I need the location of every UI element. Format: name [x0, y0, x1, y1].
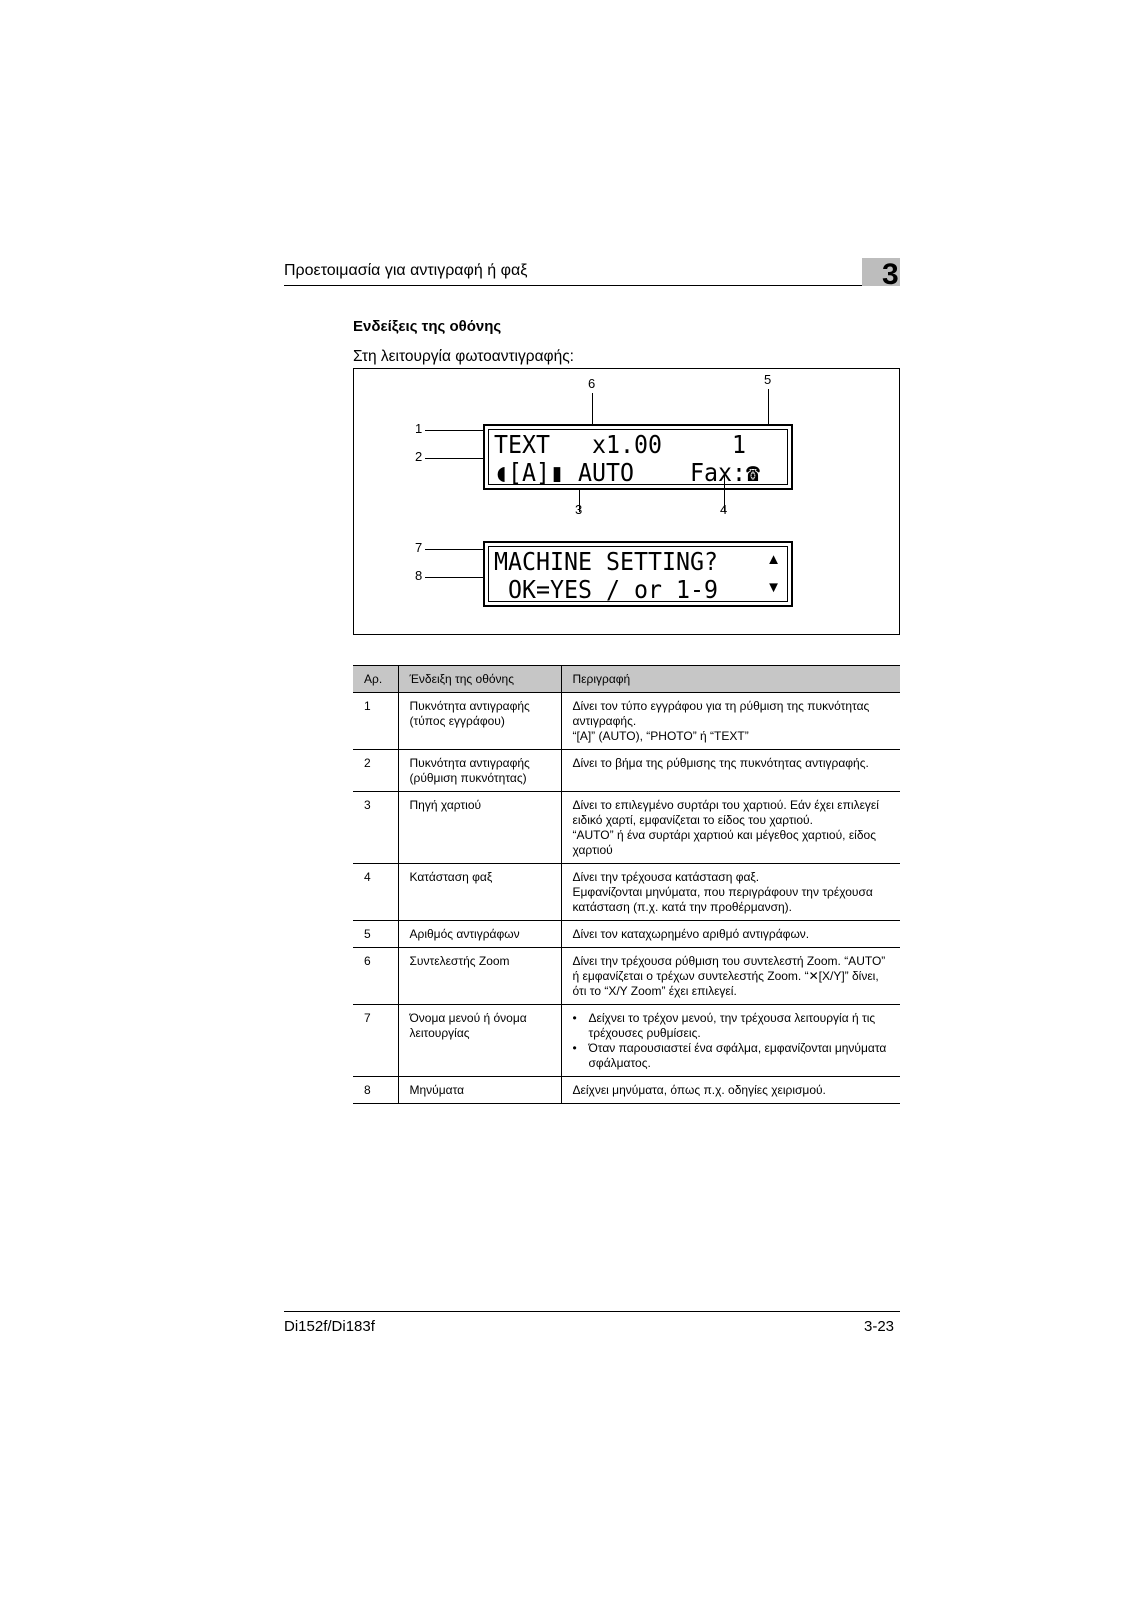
row-indication: Συντελεστής Zoom: [398, 948, 561, 1005]
scroll-up-icon: ▲: [766, 551, 781, 568]
col-header-number: Αρ.: [353, 666, 398, 693]
lcd-copy-mode-panel: [483, 424, 793, 490]
callout-2: 2: [415, 449, 423, 464]
callout-8: 8: [415, 568, 423, 583]
display-figure: [353, 368, 900, 635]
lcd1-fax-label: Fax:: [690, 458, 747, 487]
table-row: [353, 921, 900, 948]
table-row: [353, 1077, 900, 1104]
density-level-icon: ▮: [550, 458, 565, 487]
display-indications-table: [353, 665, 900, 1104]
footer-model: Di152f/Di183f: [284, 1318, 375, 1335]
callout-6: 6: [588, 376, 596, 391]
footer-rule: [284, 1311, 900, 1312]
row-number: 2: [353, 750, 398, 792]
row-number: 1: [353, 693, 398, 750]
callout-7: 7: [415, 540, 423, 555]
callout-5: 5: [764, 372, 772, 387]
row-indication: Όνομα μενού ή όνομα λειτουργίας: [398, 1005, 561, 1077]
bullet-item: • Δείχνει το τρέχον μενού, την τρέχουσα λειτουργία ή τις τρέχουσες ρυθμίσεις.: [573, 1011, 895, 1041]
table-row: [353, 750, 900, 792]
row-indication: Πυκνότητα αντιγραφής (τύπος εγγράφου): [398, 693, 561, 750]
row-description: [561, 1005, 900, 1077]
bullet-item: • Όταν παρουσιαστεί ένα σφάλμα, εμφανίζονται μηνύματα σφάλματος.: [573, 1041, 895, 1071]
row-description: Δίνει την τρέχουσα ρύθμιση του συντελεστή Zoom. “AUTO” ή εμφανίζεται ο τρέχων συντελεστής Zoom. “✕[X/Y]” δίνει, ότι το “X/Y Zoom” έχει επιλεγεί.: [561, 948, 900, 1005]
footer-page-number: 3-23: [864, 1318, 895, 1335]
lcd2-line1: MACHINE SETTING?: [494, 547, 718, 576]
running-header-title: Προετοιμασία για αντιγραφή ή φαξ: [284, 262, 528, 279]
table-header-row: [353, 666, 900, 693]
table-row: [353, 864, 900, 921]
row-number: 4: [353, 864, 398, 921]
header-rule: [284, 285, 884, 286]
row-indication: Κατάσταση φαξ: [398, 864, 561, 921]
row-description: Δείχνει μηνύματα, όπως π.χ. οδηγίες χειρισμού.: [561, 1077, 900, 1104]
callout-4: 4: [720, 502, 728, 517]
row-description: Δίνει το βήμα της ρύθμισης της πυκνότητας αντιγραφής.: [561, 750, 900, 792]
row-description: Δίνει την τρέχουσα κατάσταση φαξ. Εμφανίζονται μηνύματα, που περιγράφουν την τρέχουσα κατάσταση (π.χ. κατά την προθέρμανση).: [561, 864, 900, 921]
callout-1: 1: [415, 421, 423, 436]
lcd-menu-panel: [483, 541, 793, 607]
col-header-description: Περιγραφή: [561, 666, 900, 693]
row-description: Δίνει το επιλεγμένο συρτάρι του χαρτιού. Εάν έχει επιλεγεί ειδικό χαρτί, εμφανίζεται το είδος του χαρτιού. “AUTO” ή ένα συρτάρι χαρτιού και μέγεθος χαρτιού, είδος χαρτιού: [561, 792, 900, 864]
density-low-icon: ◖: [494, 458, 509, 487]
row-number: 5: [353, 921, 398, 948]
row-description: Δίνει τον καταχωρημένο αριθμό αντιγράφων.: [561, 921, 900, 948]
table-row: [353, 693, 900, 750]
table-row: [353, 792, 900, 864]
callout-3: 3: [575, 502, 583, 517]
table-row: [353, 1005, 900, 1077]
row-number: 7: [353, 1005, 398, 1077]
lcd1-line2: [494, 459, 760, 487]
scroll-down-icon: ▼: [766, 579, 781, 596]
lcd1-density-mode: [A]: [508, 458, 551, 487]
section-subtitle: Στη λειτουργία φωτοαντιγραφής:: [353, 348, 574, 365]
fax-status-icon: ☎: [746, 458, 761, 487]
row-number: 6: [353, 948, 398, 1005]
row-number: 3: [353, 792, 398, 864]
table-row: [353, 948, 900, 1005]
row-number: 8: [353, 1077, 398, 1104]
row-indication: Πυκνότητα αντιγραφής (ρύθμιση πυκνότητας): [398, 750, 561, 792]
lcd1-paper-source: AUTO: [578, 458, 635, 487]
row-indication: Μηνύματα: [398, 1077, 561, 1104]
chapter-number: 3: [882, 258, 899, 291]
col-header-indication: Ένδειξη της οθόνης: [398, 666, 561, 693]
row-indication: Αριθμός αντιγράφων: [398, 921, 561, 948]
lcd1-line1: TEXT x1.00 1: [494, 430, 746, 459]
row-description: Δίνει τον τύπο εγγράφου για τη ρύθμιση της πυκνότητας αντιγραφής. “[A]” (AUTO), “PHOTO” ή “TEXT”: [561, 693, 900, 750]
row-indication: Πηγή χαρτιού: [398, 792, 561, 864]
lcd2-line2: OK=YES / or 1-9: [494, 575, 718, 604]
section-title: Ενδείξεις της οθόνης: [353, 318, 502, 335]
